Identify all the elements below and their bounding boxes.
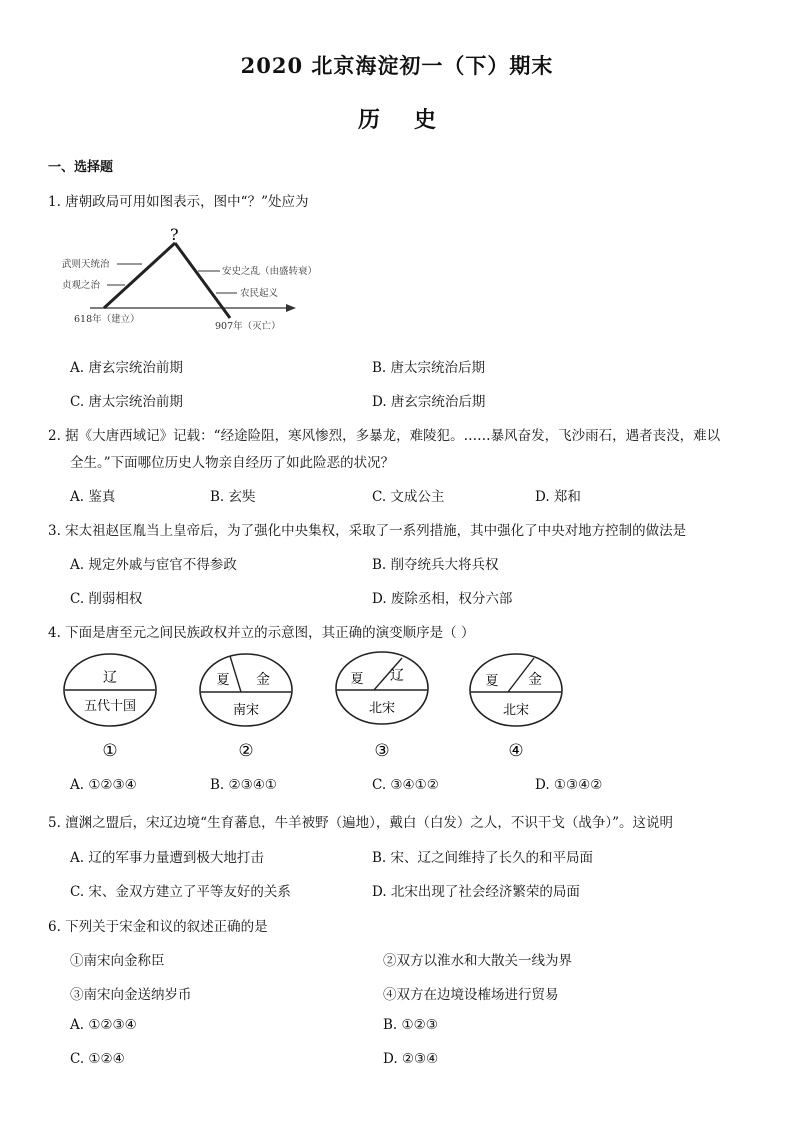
q5-option-d[interactable]: D. 北宋出现了社会经济繁荣的局面 xyxy=(372,884,580,900)
diagram-2 xyxy=(200,654,292,761)
q4-option-d[interactable]: D. ①③④② xyxy=(535,777,603,793)
q3-option-d[interactable]: D. 废除丞相，权分六部 xyxy=(372,591,513,607)
q6-statement-4: ④双方在边境设榷场进行贸易 xyxy=(383,987,559,1003)
q6-option-c[interactable]: C. ①②④ xyxy=(70,1051,125,1067)
diagram-3-bottom: 北宋 xyxy=(368,701,396,716)
diagram-3-top-left: 夏 xyxy=(350,672,364,687)
diagram-4-number: ④ xyxy=(508,741,524,761)
figure-peak-label: ? xyxy=(170,225,179,244)
figure-left-lower: 贞观之治 xyxy=(62,280,101,291)
q5-option-b[interactable]: B. 宋、辽之间维持了长久的和平局面 xyxy=(372,850,594,866)
figure-start-label: 618年（建立） xyxy=(74,314,140,325)
q1-option-b[interactable]: B. 唐太宗统治后期 xyxy=(372,360,486,376)
q4-option-c[interactable]: C. ③④①② xyxy=(372,777,439,793)
q6-option-a[interactable]: A. ①②③④ xyxy=(70,1017,137,1033)
figure-arrow-head xyxy=(286,304,296,312)
q5-option-c[interactable]: C. 宋、金双方建立了平等友好的关系 xyxy=(70,884,291,900)
diagram-1-bottom: 五代十国 xyxy=(83,699,137,714)
q2-option-d[interactable]: D. 郑和 xyxy=(535,489,581,505)
q4-option-a[interactable]: A. ①②③④ xyxy=(70,777,137,793)
subject-title: 历史 xyxy=(357,107,470,133)
question-1-stem: 1. 唐朝政局可用如图表示，图中“？”处应为 xyxy=(48,194,309,210)
diagram-2-number: ② xyxy=(238,741,254,761)
diagram-3-top-right: 辽 xyxy=(390,668,404,684)
q1-option-a[interactable]: A. 唐玄宗统治前期 xyxy=(70,360,183,376)
q2-option-c[interactable]: C. 文成公主 xyxy=(372,489,445,505)
diagram-4-top-right: 金 xyxy=(528,672,542,688)
question-2-stem-line1: 2. 据《大唐西域记》记载：“经途险阻，寒风惨烈，多暴龙，难陵犯。……暴风奋发，飞沙雨石，遇者丧没，难以 xyxy=(48,428,721,444)
question-3-stem: 3. 宋太祖赵匡胤当上皇帝后，为了强化中央集权，采取了一系列措施，其中强化了中央对地方控制的做法是 xyxy=(48,523,687,539)
diagram-2-top-right: 金 xyxy=(256,672,270,688)
question-4-stem: 4. 下面是唐至元之间民族政权并立的示意图，其正确的演变顺序是（ ） xyxy=(48,625,475,641)
diagram-4-top-left: 夏 xyxy=(485,674,499,689)
q6-statement-3: ③南宋向金送纳岁币 xyxy=(70,987,192,1003)
diagram-1 xyxy=(64,654,156,761)
page-title: 2020 北京海淀初一（下）期末 xyxy=(240,53,554,78)
diagram-4-bottom: 北宋 xyxy=(502,703,530,718)
diagram-3-number: ③ xyxy=(374,741,390,761)
q6-statement-2: ②双方以淮水和大散关一线为界 xyxy=(383,953,572,969)
figure-right-lower: 农民起义 xyxy=(240,288,279,299)
figure-left-upper: 武则天统治 xyxy=(62,259,110,270)
diagram-2-split xyxy=(230,656,241,692)
question-4-diagrams xyxy=(60,650,620,765)
diagram-1-number: ① xyxy=(102,741,118,761)
question-2-stem-line2: 全生。”下面哪位历史人物亲自经历了如此险恶的状况？ xyxy=(70,455,395,471)
question-5-stem: 5. 澶渊之盟后，宋辽边境“生育蕃息，牛羊被野（遍地），戴白（白发）之人，不识干戈（战争）”。这说明 xyxy=(48,815,673,831)
question-1-figure xyxy=(60,218,350,336)
q5-option-a[interactable]: A. 辽的军事力量遭到极大地打击 xyxy=(70,850,264,866)
figure-right-upper: 安史之乱（由盛转衰） xyxy=(222,266,318,277)
diagram-4 xyxy=(470,654,562,761)
figure-end-label: 907年（灭亡） xyxy=(215,321,281,332)
q3-option-a[interactable]: A. 规定外戚与宦官不得参政 xyxy=(70,557,237,573)
q1-option-d[interactable]: D. 唐玄宗统治后期 xyxy=(372,394,486,410)
diagram-2-bottom: 南宋 xyxy=(232,703,260,718)
q6-statement-1: ①南宋向金称臣 xyxy=(70,953,165,969)
figure-fall-line xyxy=(175,243,230,318)
q2-option-b[interactable]: B. 玄奘 xyxy=(210,489,256,505)
q1-option-c[interactable]: C. 唐太宗统治前期 xyxy=(70,394,183,410)
q3-option-c[interactable]: C. 削弱相权 xyxy=(70,591,143,607)
section-heading: 一、选择题 xyxy=(48,160,114,175)
figure-rise-line xyxy=(104,243,175,308)
q6-option-b[interactable]: B. ①②③ xyxy=(383,1017,438,1033)
q6-option-d[interactable]: D. ②③④ xyxy=(383,1051,439,1067)
diagram-1-top: 辽 xyxy=(103,670,117,686)
question-6-stem: 6. 下列关于宋金和议的叙述正确的是 xyxy=(48,919,268,935)
q3-option-b[interactable]: B. 削夺统兵大将兵权 xyxy=(372,557,499,573)
q4-option-b[interactable]: B. ②③④① xyxy=(210,777,277,793)
diagram-3 xyxy=(336,652,428,761)
q2-option-a[interactable]: A. 鉴真 xyxy=(70,489,116,505)
diagram-2-top-left: 夏 xyxy=(216,673,230,688)
